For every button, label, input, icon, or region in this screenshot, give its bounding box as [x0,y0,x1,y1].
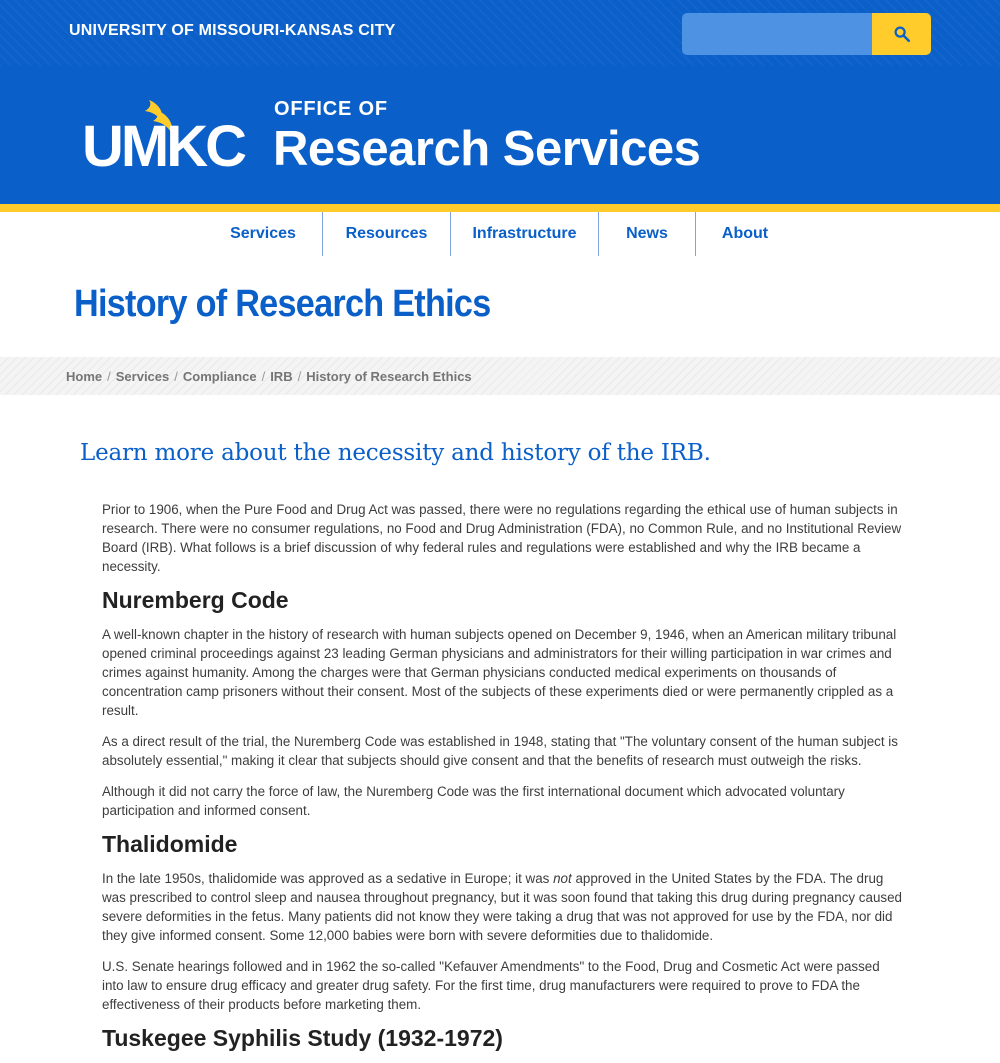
nav-item-infrastructure[interactable]: Infrastructure [472,225,577,242]
article-body [102,500,902,1063]
text-run: approved in the United States by the FDA. The drug was prescribed to control sleep and nausea throughout pregnancy, but it was soon found that taking this drug during pregnancy caused severe deformities in the fetus. Many patients did not know they were taking a drug that was not approved for use by the FDA, nor did they give informed consent. Some 12,000 babies were born with severe deformities due to thalidomide. [102,871,902,943]
svg-text:UMKC: UMKC [82,114,244,179]
emphasis-text: not [553,871,572,886]
breadcrumb-home[interactable]: Home [66,369,103,384]
nav-item-about[interactable]: About [721,225,769,242]
nav-item-news[interactable]: News [626,225,668,242]
breadcrumb-separator: / [297,369,302,384]
search-button[interactable] [872,13,931,55]
office-of-label: OFFICE OF [274,98,388,120]
breadcrumb-current: History of Research Ethics [306,369,472,384]
paragraph: Although it did not carry the force of law, the Nuremberg Code was the first international document which advocated voluntary participation and informed consent. [102,784,845,818]
paragraph: U.S. Senate hearings followed and in 1962 the so-called "Kefauver Amendments" to the Food, Drug and Cosmetic Act were passed into law to ensure drug efficacy and greater drug safety. For the first time, drug manufacturers were required to prove to FDA the effectiveness of their products before marketing them. [102,959,880,1012]
umkc-logo[interactable] [82,98,252,179]
breadcrumb-separator: / [174,369,178,384]
page-title: History of Research Ethics [74,283,491,325]
intro-paragraph: Prior to 1906, when the Pure Food and Drug Act was passed, there were no regulations regarding the ethical use of human subjects in research. There were no consumer regulations, no Food and Drug Administration (FDA), no Common Rule, and no Institutional Review Board (IRB). What follows is a brief discussion of why federal rules and regulations were established and why the IRB became a necessity. [102,502,902,574]
nav-item-resources[interactable]: Resources [345,225,428,242]
main-nav [0,212,1000,256]
paragraph [102,869,902,945]
header-divider [0,204,1000,212]
site-title[interactable]: Research Services [273,122,701,176]
section-heading-tuskegee: Tuskegee Syphilis Study (1932-1972) [102,1025,503,1051]
breadcrumb-irb[interactable]: IRB [270,369,293,384]
section-heading-thalidomide: Thalidomide [102,831,238,857]
breadcrumb-separator: / [107,369,111,384]
paragraph: A well-known chapter in the history of research with human subjects opened on December 9, 1946, when an American military tribunal opened criminal proceedings against 23 leading German physicians and administrators for their willing participation in war crimes and crimes against humanity. Among the charges were that German physicians conducted medical experiments on thousands of concentration camp prisoners without their consent. Most of the subjects of these experiments died or were permanently crippled as a result. [102,627,897,718]
breadcrumb-separator: / [261,369,266,384]
paragraph: As a direct result of the trial, the Nuremberg Code was established in 1948, stating that "The voluntary consent of the human subject is absolutely essential," making it clear that subjects should give consent and that the benefits of research must outweigh the risks. [102,734,898,768]
breadcrumb [66,369,472,384]
intro-heading: Learn more about the necessity and history of the IRB. [80,440,711,466]
section-heading-nuremberg: Nuremberg Code [102,587,289,613]
breadcrumb-services[interactable]: Services [115,369,170,384]
university-name-link[interactable]: UNIVERSITY OF MISSOURI-KANSAS CITY [69,22,396,39]
search-icon [893,25,911,43]
search-input[interactable] [682,13,872,55]
breadcrumb-compliance[interactable]: Compliance [182,369,257,384]
text-run: In the late 1950s, thalidomide was approved as a sedative in Europe; it was [102,871,554,886]
nav-item-services[interactable]: Services [230,225,296,242]
